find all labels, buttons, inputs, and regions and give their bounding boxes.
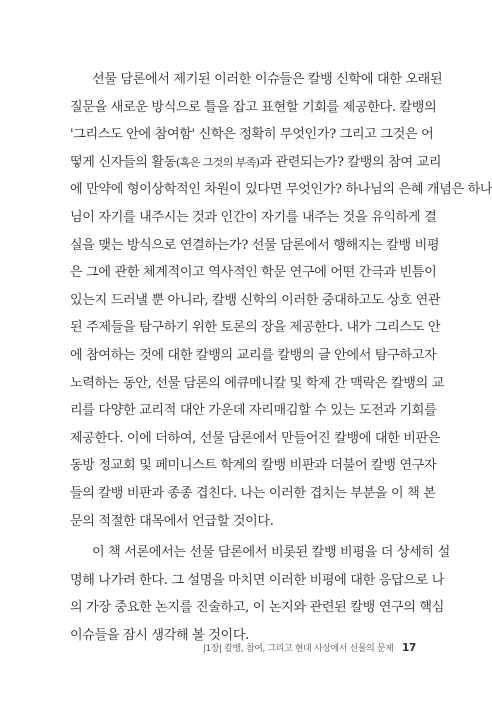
text-line: 에 참여하는 것에 대한 칼뱅의 교리를 칼뱅의 글 안에서 탐구하고자: [70, 347, 437, 363]
text-line: '그리스도 안에 참여함' 신학은 정확히 무엇인가? 그리고 그것은 어: [70, 127, 434, 143]
text-line: 제공한다. 이에 더하여, 선물 담론에서 만들어진 칼뱅에 대한 비판은: [70, 430, 441, 446]
chapter-marker: |1장|: [202, 644, 222, 654]
parenthetical-note: (혹은 그것의 부족): [176, 155, 260, 169]
running-footer: [200, 641, 416, 654]
text-line: 명해 나가려 한다. 그 설명을 마치면 이러한 비평에 대한 응답으로 나: [70, 572, 444, 588]
text-line: 된 주제들을 탐구하기 위한 토론의 장을 제공한다. 내가 그리스도 안: [70, 320, 441, 336]
text-line: 님이 자기를 내주시는 것과 인간이 자기를 내주는 것을 유익하게 결: [70, 209, 437, 225]
text-line: 선물 담론에서 제기된 이러한 이슈들은 칼뱅 신학에 대한 오래된: [92, 72, 443, 87]
text-line: 있는지 드러낼 뿐 아니라, 칼뱅 신학의 이러한 중대하고도 상호 연관: [70, 292, 441, 308]
text-line: 동방 정교회 및 페미니스트 학계의 칼뱅 비판과 더불어 칼뱅 연구자: [70, 458, 437, 474]
text-line: 이슈들을 잠시 생각해 볼 것이다.: [70, 627, 249, 643]
text-line: 리를 다양한 교리적 대안 가운데 자리매김할 수 있는 도전과 기회를: [70, 403, 437, 419]
text-line: 은 그에 관한 체계적이고 역사적인 학문 연구에 어떤 간극과 빈틈이: [70, 265, 437, 281]
paragraph-2: [70, 539, 450, 649]
text-line-start: 떻게 신자들의 활동: [70, 154, 177, 170]
text-line: 노력하는 동안, 선물 담론의 에큐메니칼 및 학제 간 맥락은 칼뱅의 교: [70, 375, 444, 391]
text-line-end: 과 관련되는가? 칼뱅의 참여 교리: [259, 154, 442, 170]
page-body: [70, 66, 492, 649]
page-number: 17: [401, 642, 416, 654]
text-line: 질문을 새로운 방식으로 틀을 잡고 표현할 기회를 제공한다. 칼뱅의: [70, 99, 437, 115]
text-line: 들의 칼뱅 비판과 종종 겹친다. 나는 이러한 겹치는 부분을 이 책 본: [70, 485, 436, 501]
text-line: 이 책 서론에서는 선물 담론에서 비롯된 칼뱅 비평을 더 상세히 설: [92, 545, 450, 561]
text-line: 에 만약에 형이상학적인 차원이 있다면 무엇인가? 하나님의 은혜 개념은 하나: [70, 182, 492, 198]
running-title: 칼뱅, 참여, 그리고 현대 사상에서 선물의 문제: [224, 644, 394, 654]
text-line: 문의 적절한 대목에서 언급할 것이다.: [70, 513, 274, 529]
text-line: 실을 맺는 방식으로 연결하는가? 선물 담론에서 행해지는 칼뱅 비평: [70, 237, 440, 253]
text-line: 의 가장 중요한 논지를 진술하고, 이 논지와 관련된 칼뱅 연구의 핵심: [70, 600, 444, 616]
text-line: [70, 149, 442, 177]
paragraph-1: [70, 66, 492, 535]
